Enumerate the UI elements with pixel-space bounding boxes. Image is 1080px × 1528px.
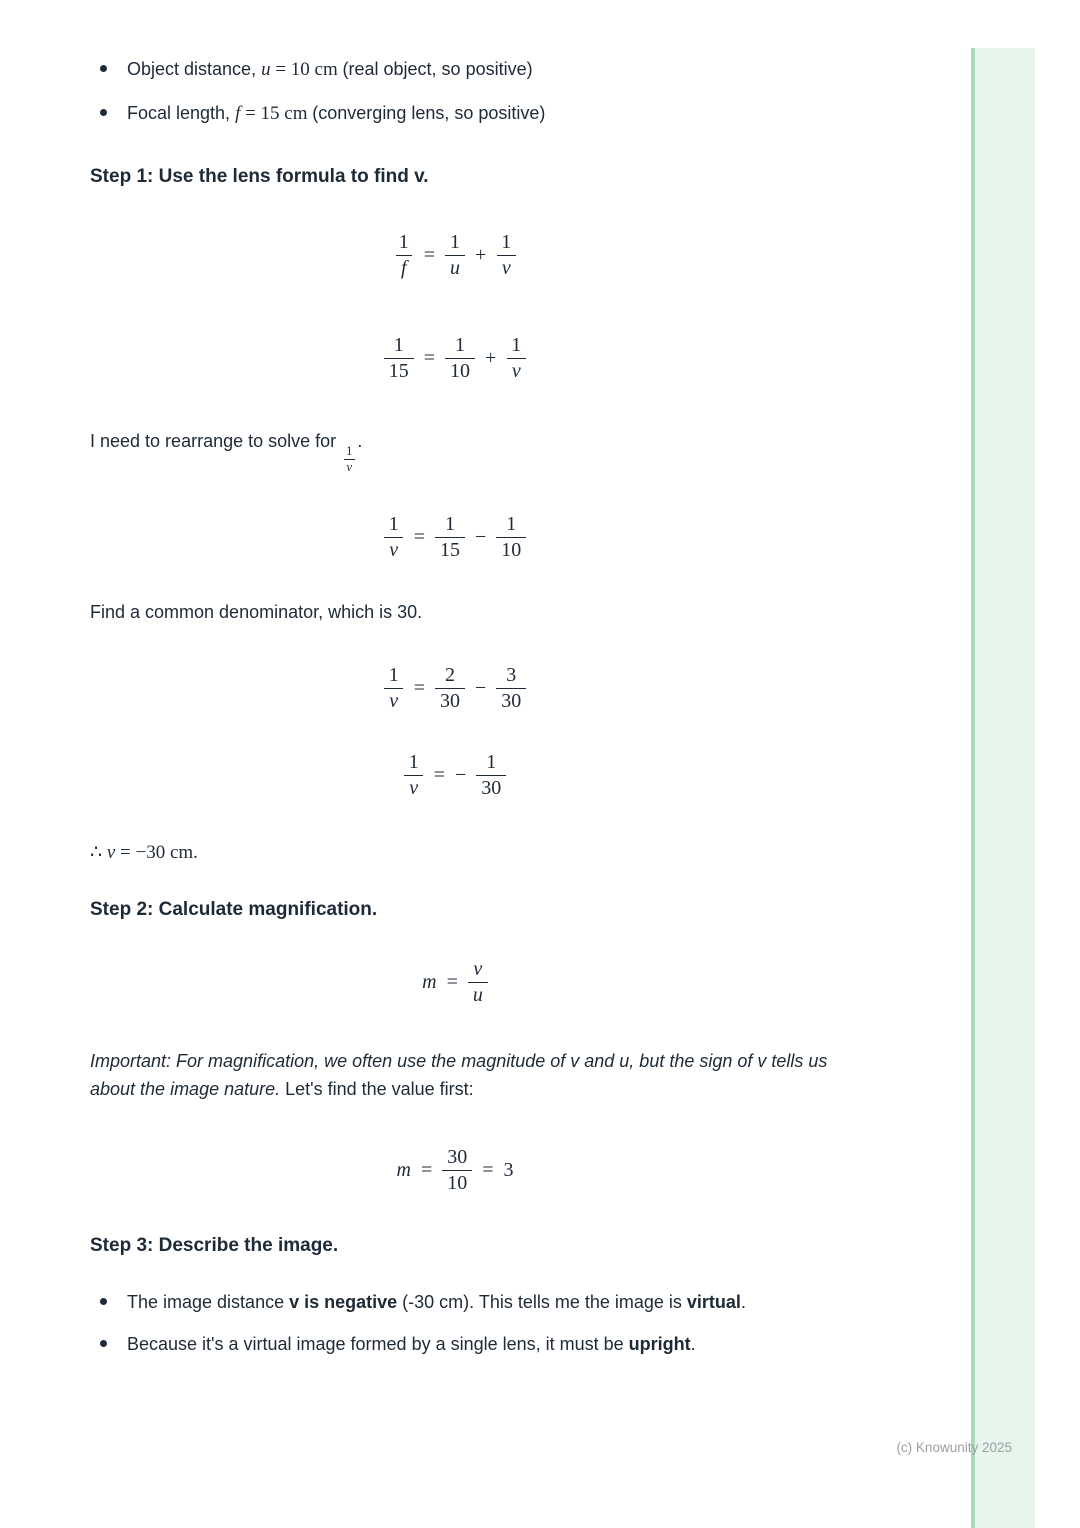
content-area (90, 0, 930, 1357)
bullet-text-pre: Focal length, (127, 102, 236, 123)
list-item-object-distance (90, 56, 930, 84)
step1-heading: Step 1: Use the lens formula to find v. (90, 166, 429, 188)
math-variable: f (235, 102, 241, 124)
equation-magnification: m = $\frac{v}{u}$ (90, 957, 930, 1008)
sentence-period: . (357, 430, 363, 451)
equation-substituted: $\frac{1}{15}$ = $\frac{1}{10}$ + $\frac{1}{v}$ (90, 333, 930, 384)
equation-lens-formula: $\frac{1}{f}$ = $\frac{1}{u}$ + $\frac{1}{v}$ (90, 230, 930, 281)
bullet-text-pre: The image distance (127, 1292, 290, 1313)
equation-magnification-value: m = $\frac{30}{10}$ = 3 (396, 1146, 514, 1195)
bullet-text (127, 1289, 746, 1315)
right-green-stripe (971, 48, 1035, 1528)
step3-heading: Step 3: Describe the image. (90, 1235, 339, 1257)
math-variable: v (106, 841, 116, 863)
rearrange-sentence (90, 428, 930, 476)
equation-result: $\frac{1}{v}$ = − $\frac{1}{30}$ (90, 750, 930, 801)
bullet-text-rest: (real object, so positive) (342, 59, 533, 79)
list-item-virtual-image (90, 1289, 790, 1315)
equation-rearranged: $\frac{1}{v}$ = $\frac{1}{15}$ − $\frac{1}{10}$ (90, 512, 930, 563)
conclusion-bullet-list (90, 1289, 930, 1357)
list-item-upright-image (90, 1331, 790, 1357)
important-note (90, 1048, 850, 1104)
note-italic-text: Important: For magnification, we often use the magnitude of v and u, but the sign of v tells us about the image nature. (90, 1050, 828, 1099)
math-value: = 15 cm (240, 102, 313, 124)
bullet-text (127, 1331, 696, 1357)
list-item-focal-length (90, 100, 930, 128)
math-variable: u (261, 59, 271, 80)
intro-bullet-list (90, 56, 930, 127)
bullet-text-end: . (690, 1334, 696, 1355)
common-denominator-sentence: Find a common denominator, which is 30. (90, 602, 423, 623)
bold-negative: v is negative (289, 1292, 398, 1313)
math-value: = 10 cm (270, 59, 343, 80)
bullet-text (127, 56, 533, 84)
therefore-line (90, 841, 930, 864)
bullet-text-mid: (-30 cm). This tells me the image is (397, 1292, 687, 1313)
therefore-value: = −30 cm. (115, 841, 198, 863)
bullet-text-pre: Because it's a virtual image formed by a single lens, it must be (127, 1334, 629, 1355)
therefore-symbol: ∴ (90, 841, 107, 863)
bullet-text-rest: (converging lens, so positive) (312, 102, 546, 123)
step2-heading: Step 2: Calculate magnification. (90, 898, 378, 920)
copyright-notice: (c) Knowunity 2025 (896, 1440, 1012, 1455)
sentence-text: I need to rearrange to solve for (90, 430, 342, 451)
bold-virtual: virtual (686, 1292, 741, 1313)
bullet-text-end: . (740, 1292, 746, 1313)
bold-upright: upright (628, 1334, 691, 1355)
bullet-text-pre: Object distance, (127, 59, 262, 79)
bullet-text (127, 100, 545, 128)
note-normal-text: Let's find the value first: (280, 1078, 474, 1099)
inline-fraction: $\frac{1}{v}$ (343, 444, 355, 476)
equation-common-denominator: $\frac{1}{v}$ = $\frac{2}{30}$ − $\frac{3}{30}$ (90, 663, 930, 714)
